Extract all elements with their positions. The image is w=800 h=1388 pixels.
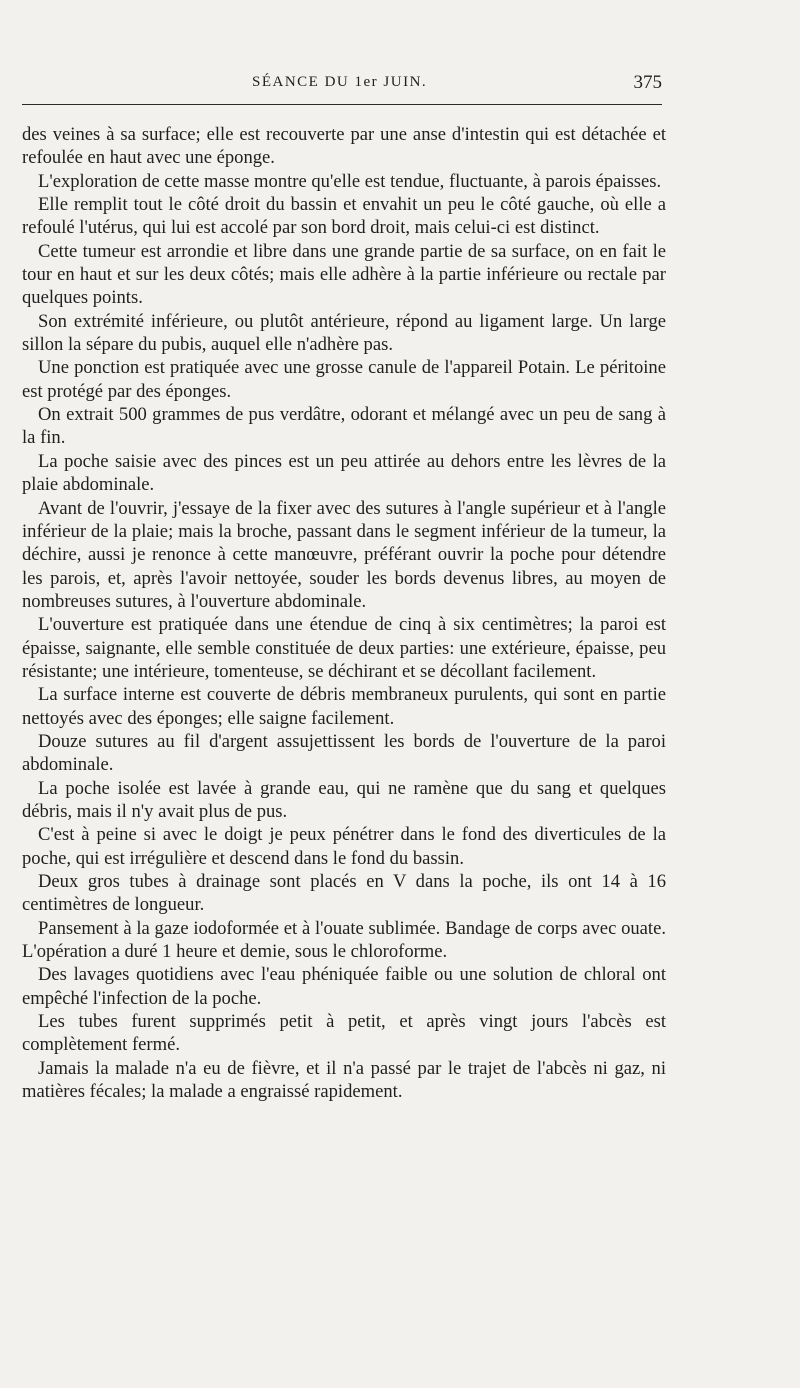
paragraph: C'est à peine si avec le doigt je peux pénétrer dans le fond des diverticules de la poche, qui est irrégulière et descend dans le fond du bassin. xyxy=(22,824,666,869)
paragraph: La surface interne est couverte de débris membraneux purulents, qui sont en partie nettoyés avec des éponges; elle saigne facilement. xyxy=(22,684,666,729)
paragraph: L'exploration de cette masse montre qu'elle est tendue, fluctuante, à parois épaisses. xyxy=(38,170,662,192)
paragraph: Deux gros tubes à drainage sont placés en V dans la poche, ils ont 14 à 16 centimètres de longueur. xyxy=(22,871,666,916)
paragraph: La poche saisie avec des pinces est un peu attirée au dehors entre les lèvres de la plaie abdominale. xyxy=(22,450,666,496)
header-title: SÉANCE DU 1er JUIN. xyxy=(252,74,428,90)
paragraph: Une ponction est pratiquée avec une grosse canule de l'appareil Potain. Le péritoine est protégé par des éponges. xyxy=(22,357,666,402)
paragraph: Des lavages quotidiens avec l'eau phéniquée faible ou une solution de chloral ont empêché l'infection de la poche. xyxy=(22,964,666,1009)
page-number: 375 xyxy=(633,72,662,93)
header-rule xyxy=(22,104,662,105)
paragraph: Cette tumeur est arrondie et libre dans une grande partie de sa surface, on en fait le tour en haut et sur les deux côtés; mais elle adhère à la partie inférieure ou rectale par quelques points. xyxy=(22,240,666,309)
running-header xyxy=(22,74,662,98)
paragraph: La poche isolée est lavée à grande eau, qui ne ramène que du sang et quelques débris, mais il n'y avait plus de pus. xyxy=(22,777,666,822)
paragraph: L'ouverture est pratiquée dans une étendue de cinq à six centimètres; la paroi est épaisse, saignante, elle semble constituée de deux parties: une extérieure, épaisse, peu résistante; une intérieure, tomenteuse, se déchirant et se décollant facilement. xyxy=(22,614,666,682)
paragraph: des veines à sa surface; elle est recouverte par une anse d'intestin qui est détachée et refoulée en haut avec une éponge. xyxy=(22,124,666,169)
paragraph: Son extrémité inférieure, ou plutôt antérieure, répond au ligament large. Un large sillon la sépare du pubis, auquel elle n'adhère pas. xyxy=(22,310,666,356)
paragraph: Elle remplit tout le côté droit du bassin et envahit un peu le côté gauche, où elle a refoulé l'utérus, qui lui est accolé par son bord droit, mais celui-ci est distinct. xyxy=(22,194,666,239)
paragraph: Jamais la malade n'a eu de fièvre, et il n'a passé par le trajet de l'abcès ni gaz, ni matières fécales; la malade a engraissé rapidement. xyxy=(22,1057,666,1103)
paragraph: Les tubes furent supprimés petit à petit, et après vingt jours l'abcès est complètement fermé. xyxy=(22,1011,666,1056)
paragraph: Douze sutures au fil d'argent assujettissent les bords de l'ouverture de la paroi abdominale. xyxy=(22,730,666,776)
body-text xyxy=(22,123,666,1103)
paragraph: Avant de l'ouvrir, j'essaye de la fixer avec des sutures à l'angle supérieur et à l'angle inférieur de la plaie; mais la broche, passant dans le segment inférieur de la tumeur, la déchire, aussi je renonce à cette manœuvre, préférant ouvrir la poche pour détendre les parois, et, après l'avoir nettoyée, souder les bords devenus libres, au moyen de nombreuses sutures, à l'ouverture abdominale. xyxy=(22,497,666,612)
paragraph: Pansement à la gaze iodoformée et à l'ouate sublimée. Bandage de corps avec ouate. L'opération a duré 1 heure et demie, sous le chloroforme. xyxy=(22,917,666,963)
paragraph: On extrait 500 grammes de pus verdâtre, odorant et mélangé avec un peu de sang à la fin. xyxy=(22,404,666,449)
